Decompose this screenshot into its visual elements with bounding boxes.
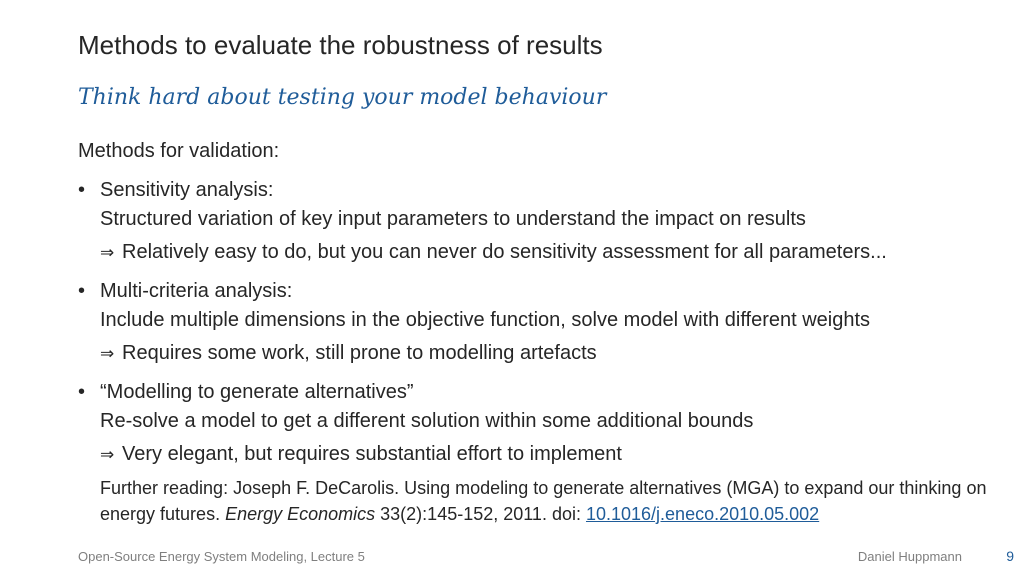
bullet-icon: •: [78, 381, 86, 403]
implies-arrow-icon: ⇒: [100, 344, 115, 363]
doi-link[interactable]: 10.1016/j.eneco.2010.05.002: [585, 504, 820, 524]
bullet-icon: •: [78, 280, 86, 302]
reading-text-2: 33(2):145-152, 2011. doi:: [375, 504, 586, 524]
bullet-icon: •: [78, 179, 86, 201]
item-description: Re-solve a model to get a different solution within some additional bounds: [100, 410, 754, 432]
implies-arrow-icon: ⇒: [100, 243, 115, 262]
item-implication: [100, 238, 998, 267]
item-implication: [100, 339, 998, 368]
list-item-mga: [78, 378, 998, 527]
item-description: Structured variation of key input parameters to understand the impact on results: [100, 208, 806, 230]
item-heading: Multi-criteria analysis:: [100, 280, 293, 302]
implies-arrow-icon: ⇒: [100, 445, 115, 464]
further-reading: [100, 475, 998, 527]
implication-text: Relatively easy to do, but you can never do sensitivity assessment for all parameters...: [122, 241, 887, 263]
page-number: 9: [1006, 548, 1014, 564]
item-heading: Sensitivity analysis:: [100, 179, 274, 201]
journal-name: Energy Economics: [225, 504, 376, 524]
item-implication: [100, 440, 998, 469]
slide-title: Methods to evaluate the robustness of results: [78, 30, 603, 60]
method-list: [78, 176, 998, 537]
implication-text: Very elegant, but requires substantial effort to implement: [122, 443, 622, 465]
list-item-multi-criteria: [78, 277, 998, 368]
footer-author: Daniel Huppmann: [857, 549, 962, 564]
reading-text-1: Further reading: Joseph F. DeCarolis. Using modeling to generate alternatives (MGA) to expand our thinking on energy futures.: [100, 478, 987, 524]
implication-text: Requires some work, still prone to modelling artefacts: [122, 342, 597, 364]
footer-course: Open-Source Energy System Modeling, Lecture 5: [78, 549, 365, 564]
item-heading: “Modelling to generate alternatives”: [100, 381, 414, 403]
list-item-sensitivity: [78, 176, 998, 267]
slide-subtitle: Think hard about testing your model behaviour: [78, 85, 607, 110]
item-description: Include multiple dimensions in the objective function, solve model with different weights: [100, 309, 871, 331]
intro-text: Methods for validation:: [78, 140, 280, 162]
